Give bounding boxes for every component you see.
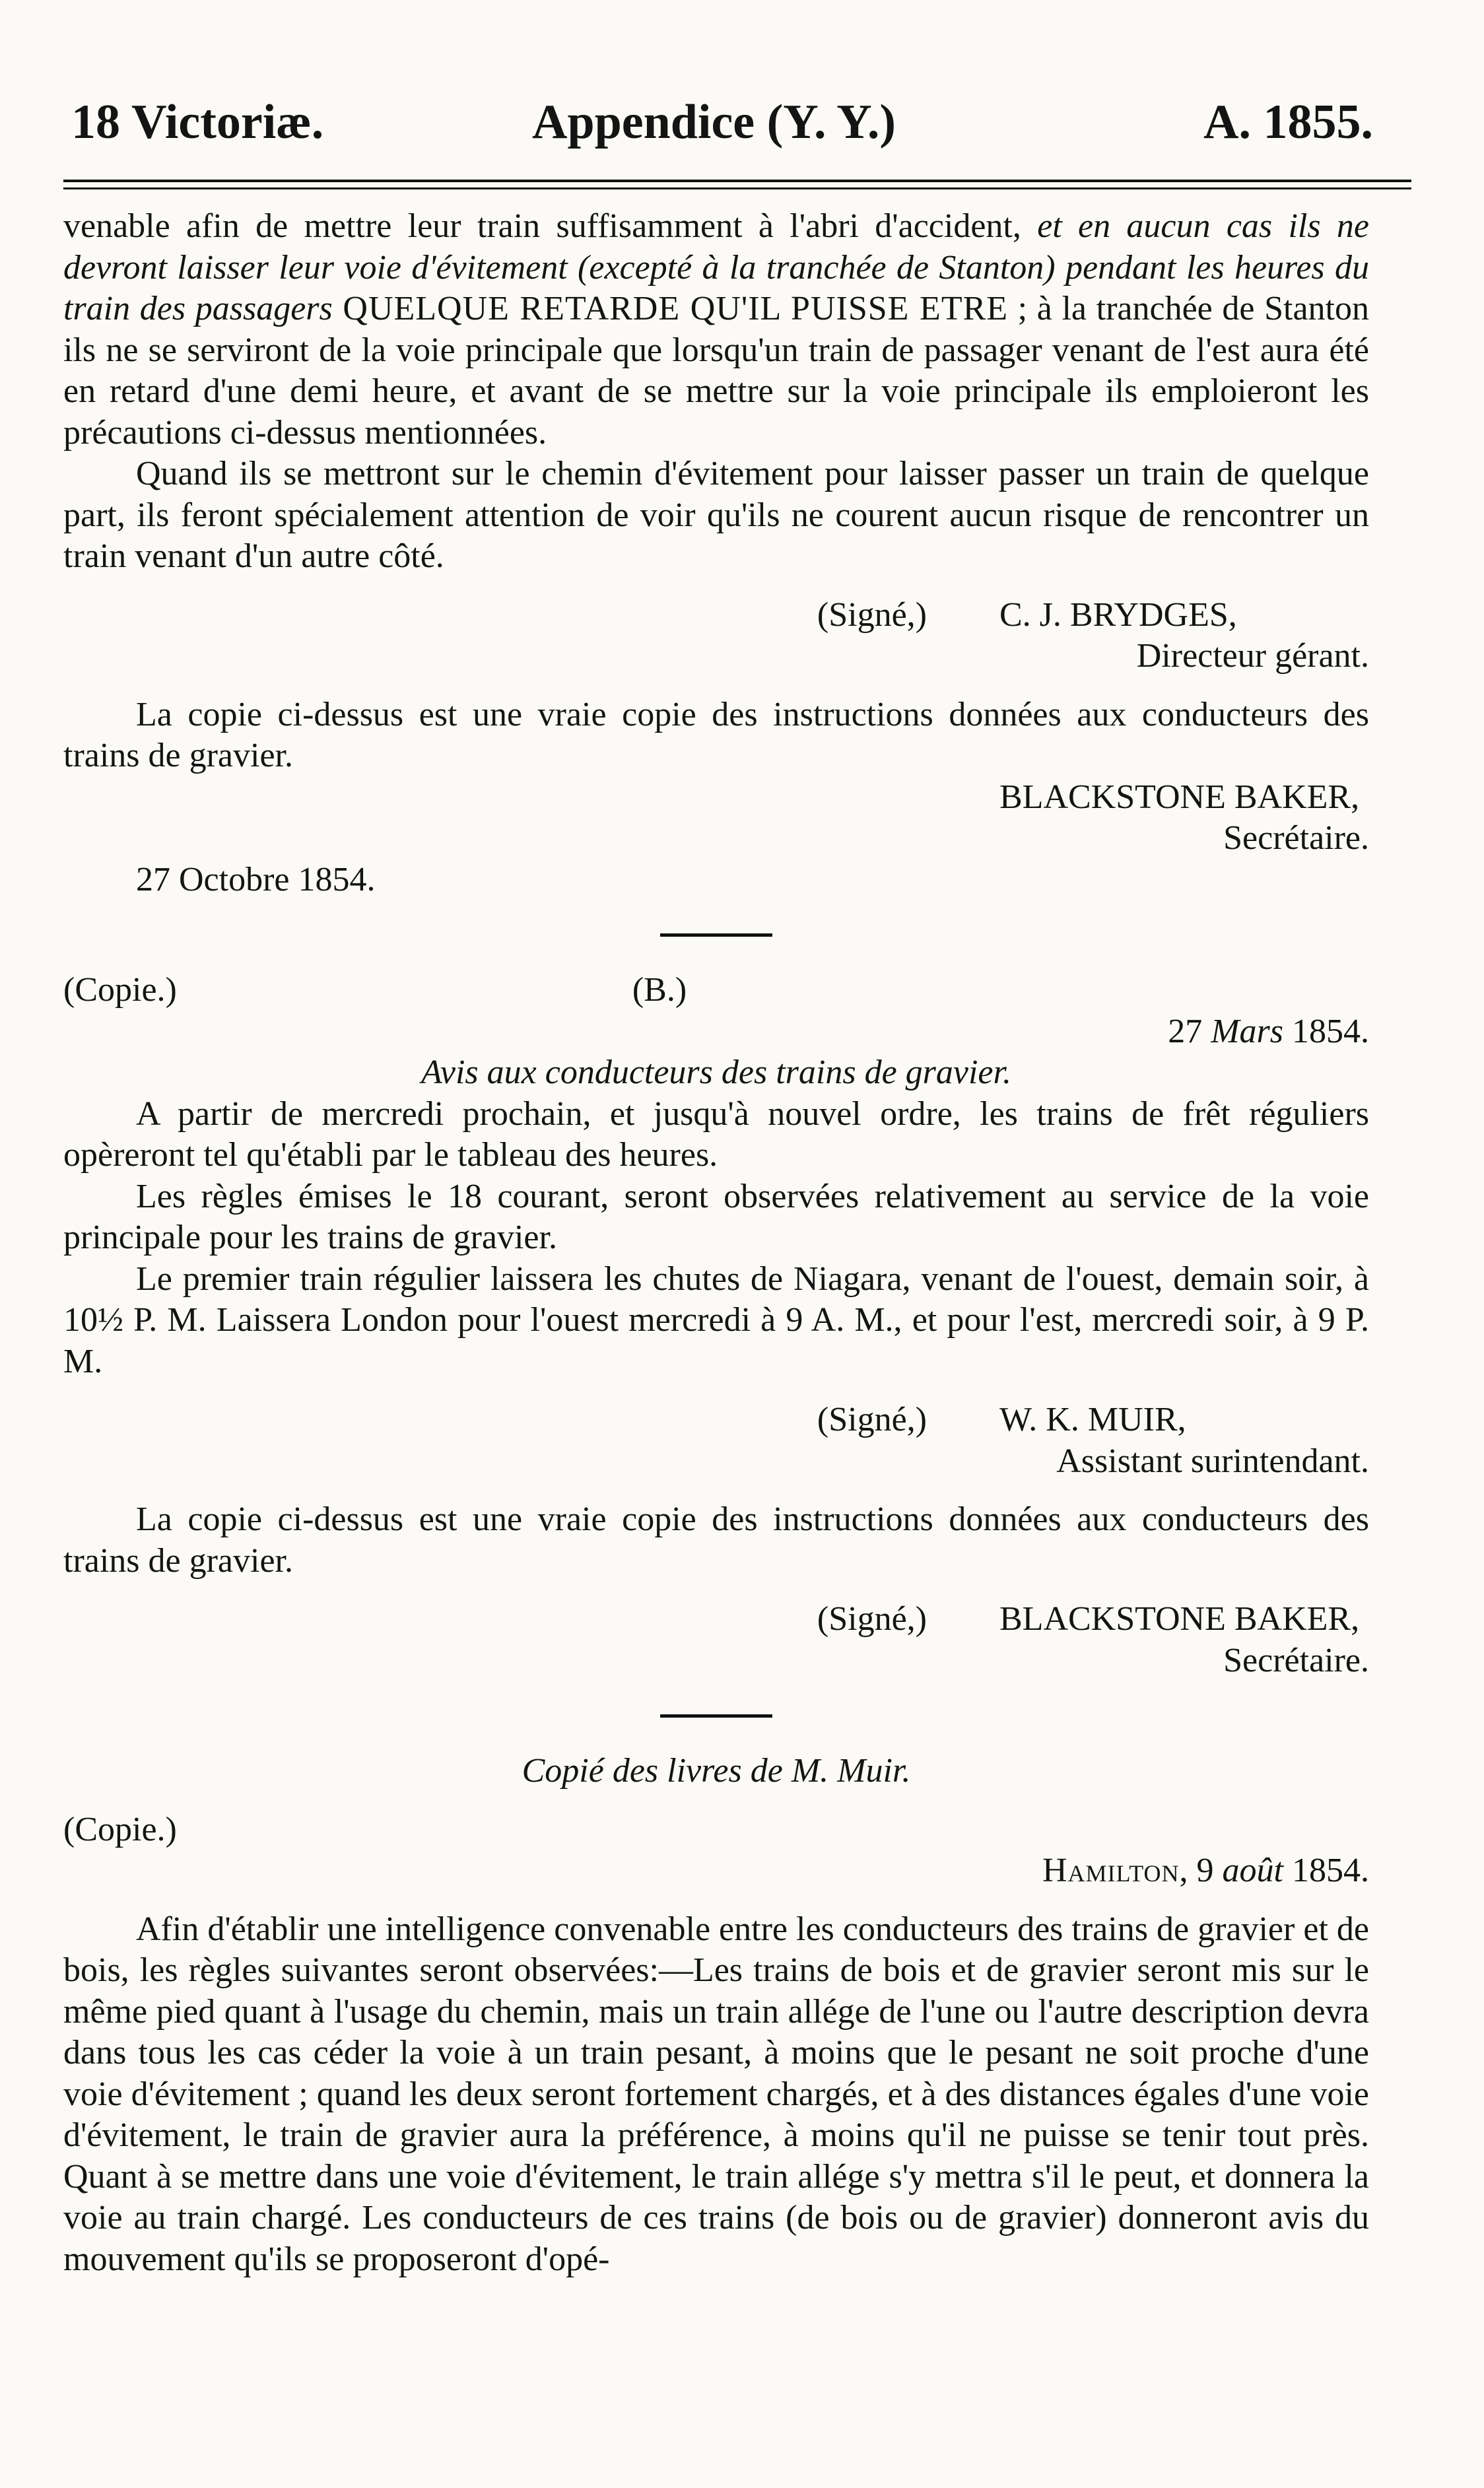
signature-line xyxy=(63,595,1369,636)
page-body xyxy=(63,206,1369,2280)
signature-line xyxy=(63,777,1369,819)
signer-title: Directeur gérant. xyxy=(1136,637,1369,675)
signer-name: C. J. BRYDGES, xyxy=(999,595,1237,634)
secretary-title: Secrétaire. xyxy=(1223,1641,1369,1679)
section-title xyxy=(63,1751,1369,1792)
signed-label: (Signé,) xyxy=(817,1600,927,1638)
paragraph: Le premier train régulier laissera les chutes de Niagara, venant de l'ouest, demain soir, à 10½ P. M. Laissera London pour l'ouest mercredi à 9 A. M., et pour l'est, mercredi soir, à 9 P. M. xyxy=(63,1260,1369,1380)
signed-label: (Signé,) xyxy=(817,1401,927,1438)
place-name: Hamilton xyxy=(1042,1852,1180,1889)
copy-note: La copie ci-dessus est une vraie copie des instructions données aux conducteurs des trains de gravier. xyxy=(63,1500,1369,1580)
copy-label: (Copie.) xyxy=(63,1810,177,1848)
document-date: 27 Octobre 1854. xyxy=(136,860,376,898)
secretary-title: Secrétaire. xyxy=(1223,819,1369,857)
header-appendix: Appendice (Y. Y.) xyxy=(532,95,896,149)
signer-title: Assistant surintendant. xyxy=(1056,1442,1369,1480)
notice-title xyxy=(63,1052,1369,1094)
header-rule-top xyxy=(63,180,1411,182)
date-day: 27 xyxy=(1168,1012,1211,1050)
section-divider xyxy=(660,1714,772,1718)
secretary-name: BLACKSTONE BAKER, xyxy=(999,778,1360,816)
signature-line xyxy=(63,1399,1369,1441)
paragraph: Afin d'établir une intelligence convenable entre les conducteurs des trains de gravier et de bois, les règles suivantes seront observées:—Les trains de bois et de gravier seront mis sur le même pied quant à l'usage du chemin, mais un train allége de l'une ou l'autre description devra dans tous les cas céder la voie à un train pesant, à moins que le pesant ne soit proche d'une voie d'évitement ; quand les deux seront fortement chargés, et à des distances égales d'une voie d'évitement, le train de gravier aura la préférence, à moins qu'il ne puisse se tenir tout près. Quant à se mettre dans une voie d'évitement, le train allége s'y mettra s'il le peut, et donnera la voie au train chargé. Les conducteurs de ces trains (de bois ou de gravier) donneront avis du mouvement qu'ils se proposeront d'opé- xyxy=(63,1910,1369,2278)
copy-note: La copie ci-dessus est une vraie copie des instructions données aux conducteurs des trains de gravier. xyxy=(63,695,1369,774)
copy-heading xyxy=(63,970,1369,1011)
running-header xyxy=(0,0,1484,152)
secretary-name: BLACKSTONE BAKER, xyxy=(999,1600,1360,1638)
date-year: 1854. xyxy=(1283,1852,1369,1889)
place-date xyxy=(63,1850,1369,1892)
signer-name: W. K. MUIR, xyxy=(999,1401,1186,1438)
header-session: 18 Victoriæ. xyxy=(71,95,324,149)
appendix-label: (B.) xyxy=(632,971,687,1009)
signed-label: (Signé,) xyxy=(817,595,927,634)
date-year: 1854. xyxy=(1283,1012,1369,1050)
date-month: août xyxy=(1222,1852,1283,1889)
section-title-text: Copié des livres de M. Muir. xyxy=(522,1752,911,1790)
smallcaps-run: QUELQUE RETARDE QU'IL PUISSE ETRE xyxy=(332,290,1009,327)
signature-line xyxy=(63,1599,1369,1640)
text-run: venable afin de mettre leur train suffisamment à l'abri d'accident, xyxy=(63,207,1038,245)
paragraph: Les règles émises le 18 courant, seront observées relativement au service de la voie principale pour les trains de gravier. xyxy=(63,1177,1369,1256)
text-run: ; à la tranchée de Stanton ils ne se serviront de la voie principale que lorsqu'un train de passager venant de l'est aura été en retard d'une demi heure, et avant de se mettre sur la voie principale ils emploieront les précautions ci-dessus mentionnées. xyxy=(63,290,1369,452)
paragraph: A partir de mercredi prochain, et jusqu'à nouvel ordre, les trains de frêt réguliers opèreront tel qu'établi par le tableau des heures. xyxy=(63,1094,1369,1174)
header-year: A. 1855. xyxy=(1203,95,1373,149)
date-day: , 9 xyxy=(1179,1852,1223,1889)
header-rule-bottom xyxy=(63,187,1411,189)
section-divider xyxy=(660,933,772,937)
italic-run: et en aucun cas ils ne devront laisser leur voie d'évitement (excepté à la tranchée de Stanton) pendant les heures du train des passagers xyxy=(63,207,1369,327)
copy-label: (Copie.) xyxy=(63,971,177,1009)
notice-date xyxy=(63,1011,1369,1053)
paragraph xyxy=(63,206,1369,454)
notice-title-text: Avis aux conducteurs des trains de gravier. xyxy=(421,1054,1011,1091)
date-month: Mars xyxy=(1211,1012,1283,1050)
paragraph: Quand ils se mettront sur le chemin d'évitement pour laisser passer un train de quelque part, ils feront spécialement attention de voir qu'ils ne courent aucun risque de rencontrer un train venant d'un autre côté. xyxy=(63,455,1369,575)
